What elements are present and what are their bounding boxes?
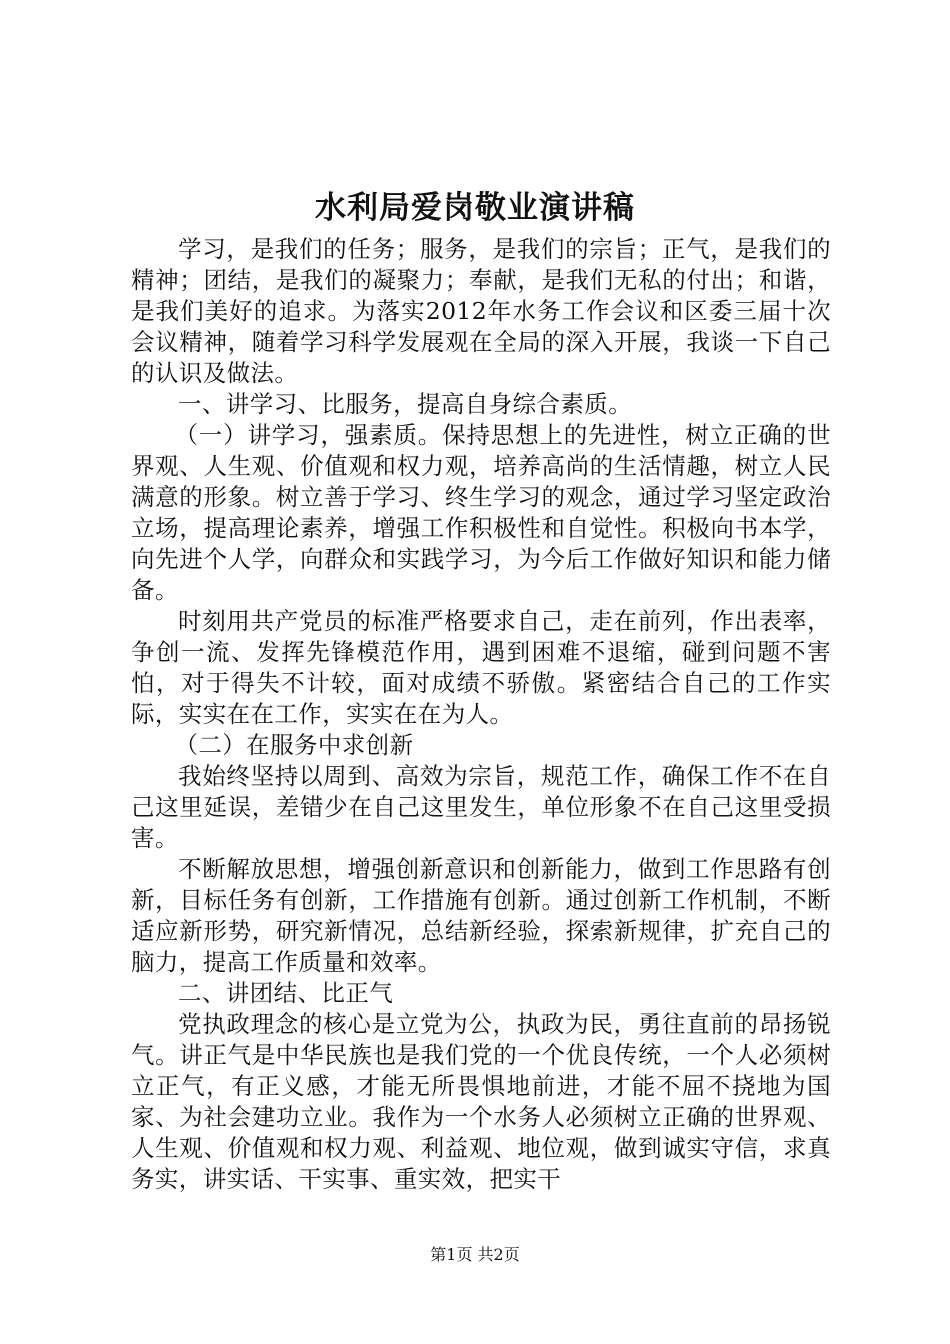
paragraph-intro: 学习，是我们的任务；服务，是我们的宗旨；正气，是我们的精神；团结，是我们的凝聚力；奉献，是我们无私的付出；和谐，是我们美好的追求。为落实2012年水务工作会议和区委三届十次会议精神，随着学习科学发展观在全局的深入开展，我谈一下自己的认识及做法。: [131, 235, 831, 387]
paragraph-subsection-1: （一）讲学习，强素质。保持思想上的先进性，树立正确的世界观、人生观、价值观和权力观，培养高尚的生活情趣，树立人民满意的形象。树立善于学习、终生学习的观念，通过学习坚定政治立场，提高理论素养，增强工作积极性和自觉性。积极向书本学，向先进个人学，向群众和实践学习，为今后工作做好知识和能力储备。: [131, 421, 831, 604]
document-title: 水利局爱岗敬业演讲稿: [315, 190, 635, 226]
paragraph: 党执政理念的核心是立党为公，执政为民，勇往直前的昂扬锐气。讲正气是中华民族也是我们党的一个优良传统，一个人必须树立正气，有正义感，才能无所畏惧地前进，才能不屈不挠地为国家、为社会建功立业。我作为一个水务人必须树立正确的世界观、人生观、价值观和权力观、利益观、地位观，做到诚实守信，求真务实，讲实话、干实事、重实效，把实干: [131, 1010, 831, 1193]
page-footer: 第1页 共2页: [430, 1245, 520, 1264]
paragraph: 不断解放思想，增强创新意识和创新能力，做到工作思路有创新，目标任务有创新，工作措施有创新。通过创新工作机制，不断适应新形势，研究新情况，总结新经验，探索新规律，扩充自己的脑力，提高工作质量和效率。: [131, 855, 831, 976]
subsection-heading-2: （二）在服务中求创新: [174, 731, 414, 759]
paragraph: 时刻用共产党员的标准严格要求自己，走在前列，作出表率，争创一流、发挥先锋模范作用，遇到困难不退缩，碰到问题不害怕，对于得失不计较，面对成绩不骄傲。紧密结合自己的工作实际，实实在在工作，实实在在为人。: [131, 607, 831, 728]
section-heading-1: 一、讲学习、比服务，提高自身综合素质。: [178, 390, 633, 418]
section-heading-2: 二、讲团结、比正气: [178, 979, 394, 1007]
paragraph: 我始终坚持以周到、高效为宗旨，规范工作，确保工作不在自己这里延误，差错少在自己这里发生，单位形象不在自己这里受损害。: [131, 762, 831, 852]
document-body: [131, 234, 831, 1195]
